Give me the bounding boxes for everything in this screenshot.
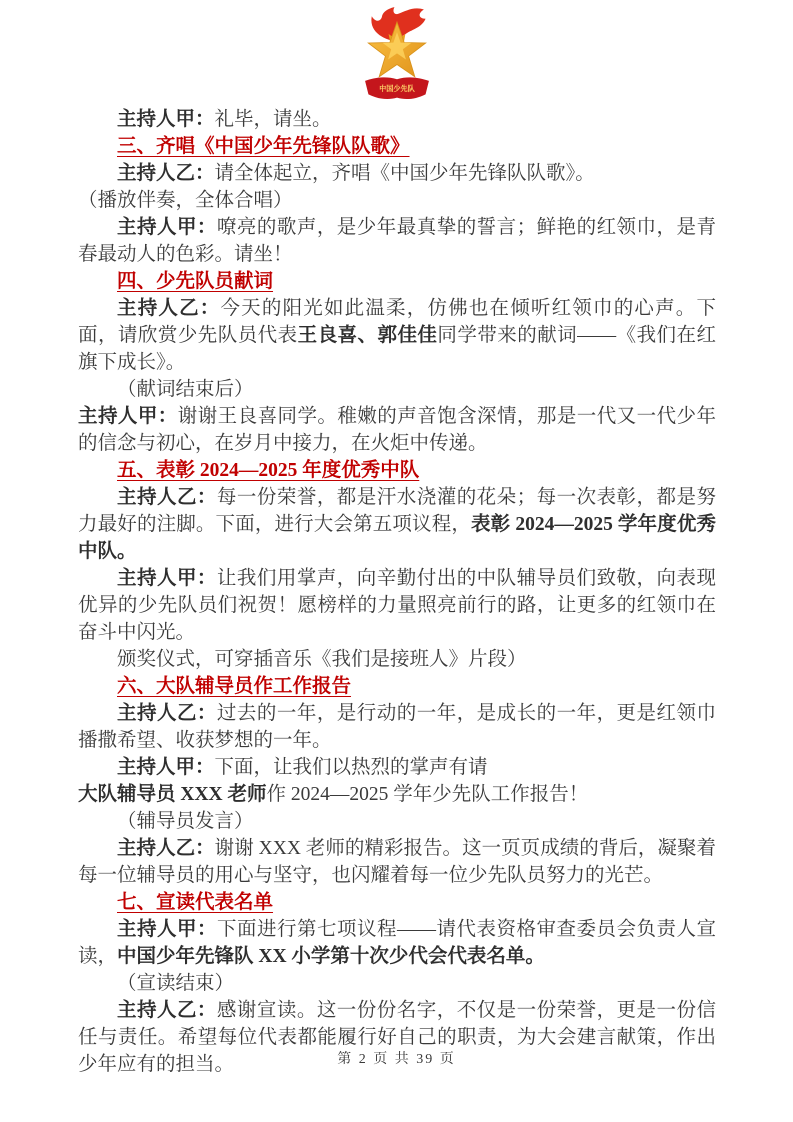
text-run: 同学带来的献词——《我们在红旗下成长》。 [78,325,716,373]
logo-container [0,0,793,103]
speech-paragraph [78,484,716,565]
stage-direction [78,376,716,403]
young-pioneers-emblem-icon [355,5,439,103]
stage-direction [78,808,716,835]
text-run: 下面进行第七项议程——请代表资格审查委员会负责人宣读， [78,919,716,967]
section-heading [78,889,716,916]
text-run-bold: 主持人甲： [117,109,215,130]
section-heading [78,268,716,295]
text-run: 谢谢王良喜同学。稚嫩的声音饱含深情，那是一代又一代少年的信念与初心，在岁月中接力，在火炬中传递。 [78,406,716,454]
speech-paragraph [78,403,716,457]
text-run: 七、宣读代表名单 [117,892,274,913]
section-heading [78,457,716,484]
text-run: 礼毕，请坐。 [214,109,332,130]
text-run: 感谢宣读。这一份份名字，不仅是一份荣誉，更是一份信任与责任。希望每位代表都能履行好自己的职责，为大会建言献策，作出少年应有的担当。 [78,1000,716,1075]
text-run: 过去的一年，是行动的一年，是成长的一年，更是红领巾播撒希望、收获梦想的一年。 [78,703,716,751]
text-run-bold: 主持人甲： [117,217,217,238]
text-run: 作 2024—2025 学年少先队工作报告！ [266,784,589,805]
speech-paragraph [78,916,716,970]
text-run: 谢谢 XXX 老师的精彩报告。这一页页成绩的背后，凝聚着每一位辅导员的用心与坚守，也闪耀着每一位少先队员努力的光芒。 [78,838,716,886]
text-run: 三、齐唱《中国少年先锋队队歌》 [117,136,410,157]
text-run-bold: 主持人乙： [117,703,217,724]
text-run-bold: 主持人乙： [117,163,215,184]
text-run: 嘹亮的歌声，是少年最真挚的誓言；鲜艳的红领巾，是青春最动人的色彩。请坐！ [78,217,716,265]
text-run: 下面，让我们以热烈的掌声有请 [214,757,488,778]
text-run-bold: 主持人甲： [117,568,217,589]
text-run: 今天的阳光如此温柔，仿佛也在倾听红领巾的心声。下面，请欣赏少先队员代表 [78,298,716,346]
text-run: 请全体起立，齐唱《中国少年先锋队队歌》。 [214,163,595,184]
speech-paragraph [78,781,716,808]
text-run: 四、少先队员献词 [117,271,274,292]
speech-paragraph [78,565,716,646]
text-run-bold: 主持人甲： [117,757,215,778]
text-run-bold: 王良喜、郭佳佳 [297,325,438,346]
text-run: （播放伴奏，全体合唱） [78,190,293,211]
text-run: 六、大队辅导员作工作报告 [117,676,352,697]
text-run: 五、表彰 2024—2025 年度优秀中队 [117,460,420,481]
document-body [0,103,793,1078]
text-run-bold: 主持人乙： [117,838,215,859]
text-run: 让我们用掌声，向辛勤付出的中队辅导员们致敬，向表现优异的少先队员们祝贺！愿榜样的力量照亮前行的路，让更多的红领巾在奋斗中闪光。 [78,568,716,643]
page-number-indicator: 第 2 页 共 39 页 [337,1052,456,1067]
speech-paragraph [78,214,716,268]
text-run-bold: 主持人乙： [117,487,217,508]
stage-direction [78,187,716,214]
text-run: （献词结束后） [117,379,254,400]
stage-direction [78,970,716,997]
speech-paragraph [78,160,716,187]
speech-paragraph [78,295,716,376]
speech-paragraph [78,700,716,754]
speech-paragraph [78,835,716,889]
text-run-bold: 主持人乙： [117,298,221,319]
text-run: （宣读结束） [117,973,235,994]
text-run-bold: 大队辅导员 XXX 老师 [78,784,267,805]
text-run-bold: 表彰 2024—2025 学年度优秀中队。 [78,514,716,562]
section-heading [78,673,716,700]
section-heading [78,133,716,160]
speech-paragraph [78,106,716,133]
text-run-bold: 主持人甲： [78,406,178,427]
text-run-bold: 主持人甲： [117,919,217,940]
speech-paragraph [78,754,716,781]
text-run: 颁奖仪式，可穿插音乐《我们是接班人》片段） [117,649,527,670]
text-run: 每一份荣誉，都是汗水浇灌的花朵；每一次表彰，都是努力最好的注脚。下面，进行大会第五项议程， [78,487,716,535]
text-run: （辅导员发言） [117,811,254,832]
page-footer [0,1048,793,1068]
stage-direction [78,646,716,673]
ribbon-banner-text: 中国少先队 [378,84,415,93]
text-run-bold: 主持人乙： [117,1000,217,1021]
text-run-bold: 中国少年先锋队 XX 小学第十次少代会代表名单。 [117,946,545,967]
